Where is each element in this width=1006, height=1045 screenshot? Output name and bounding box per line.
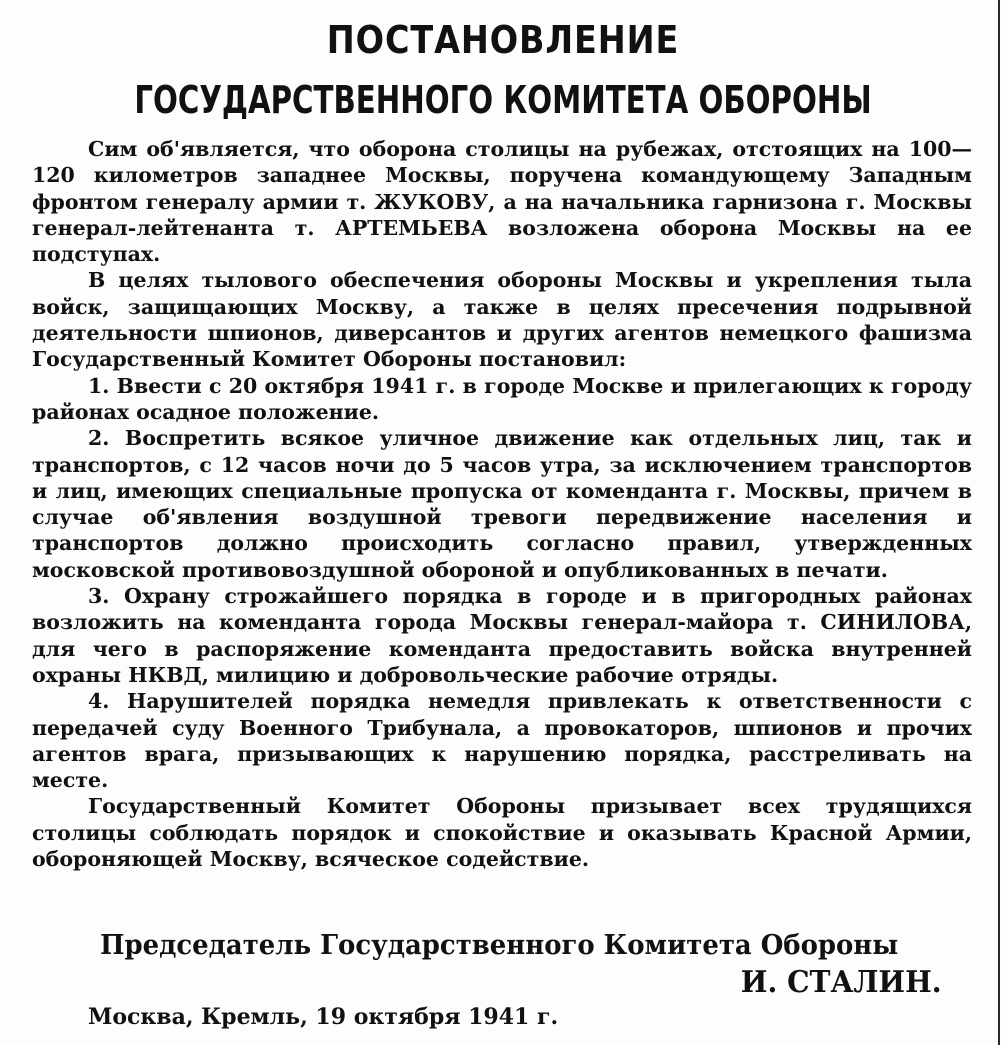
place-date: Москва, Кремль, 19 октября 1941 г. bbox=[88, 1004, 559, 1030]
paragraph-appeal: Государственный Комитет Обороны призывает всех трудящихся столицы соблюдать порядок и спокойствие и оказывать Красной Армии, обороняющей Москву, всяческое содействие. bbox=[32, 794, 972, 872]
document-title: ПОСТАНОВЛЕНИЕ bbox=[326, 18, 680, 62]
paragraph-purpose: В целях тылового обеспечения обороны Москвы и укрепления тыла войск, защищающих Москву, а также в целях пресечения подрывной деятельности шпионов, диверсантов и других агентов немецкого фашизма Государственный Комитет Обороны постановил: bbox=[32, 268, 972, 372]
signature: И. СТАЛИН. bbox=[741, 965, 942, 1000]
paragraph-item-3: 3. Охрану строжайшего порядка в городе и в пригородных районах возложить на коменданта города Москвы генерал-майора т. СИНИЛОВА, для чего в распоряжение коменданта предоставить войска внутренней охраны НКВД, милицию и добровольческие рабочие отряды. bbox=[32, 584, 972, 687]
chairman-title: Председатель Государственного Комитета Обороны bbox=[100, 930, 899, 961]
paragraph-announcement: Сим об'является, что оборона столицы на рубежах, отстоящих на 100—120 километров западнее Москвы, поручена командующему Западным фронтом генералу армии т. ЖУКОВУ, а на начальника гарнизона г. Москвы генерал-лейтенанта т. АРТЕМЬЕВА возложена оборона Москвы на ее подступах. bbox=[32, 137, 972, 267]
column-rule bbox=[998, 0, 1000, 1045]
decree-body bbox=[32, 136, 972, 872]
paragraph-item-1: 1. Ввести с 20 октября 1941 г. в городе Москве и прилегающих к городу районах осадное положение. bbox=[32, 373, 972, 424]
paragraph-item-4: 4. Нарушителей порядка немедля привлекать к ответственности с передачей суду Военного Трибунала, а провокаторов, шпионов и прочих агентов врага, призывающих к нарушению порядка, расстреливать на месте. bbox=[32, 689, 972, 793]
document-subtitle: ГОСУДАРСТВЕННОГО КОМИТЕТА ОБОРОНЫ bbox=[134, 78, 872, 122]
paragraph-item-2: 2. Воспретить всякое уличное движение как отдельных лиц, так и транспортов, с 12 часов ночи до 5 часов утра, за исключением транспортов и лиц, имеющих специальные пропуска от коменданта г. Москвы, причем в случае об'явления воздушной тревоги передвижение населения и транспортов должно происходить согласно правил, утвержденных московской противовоздушной обороной и опубликованных в печати. bbox=[32, 426, 972, 582]
